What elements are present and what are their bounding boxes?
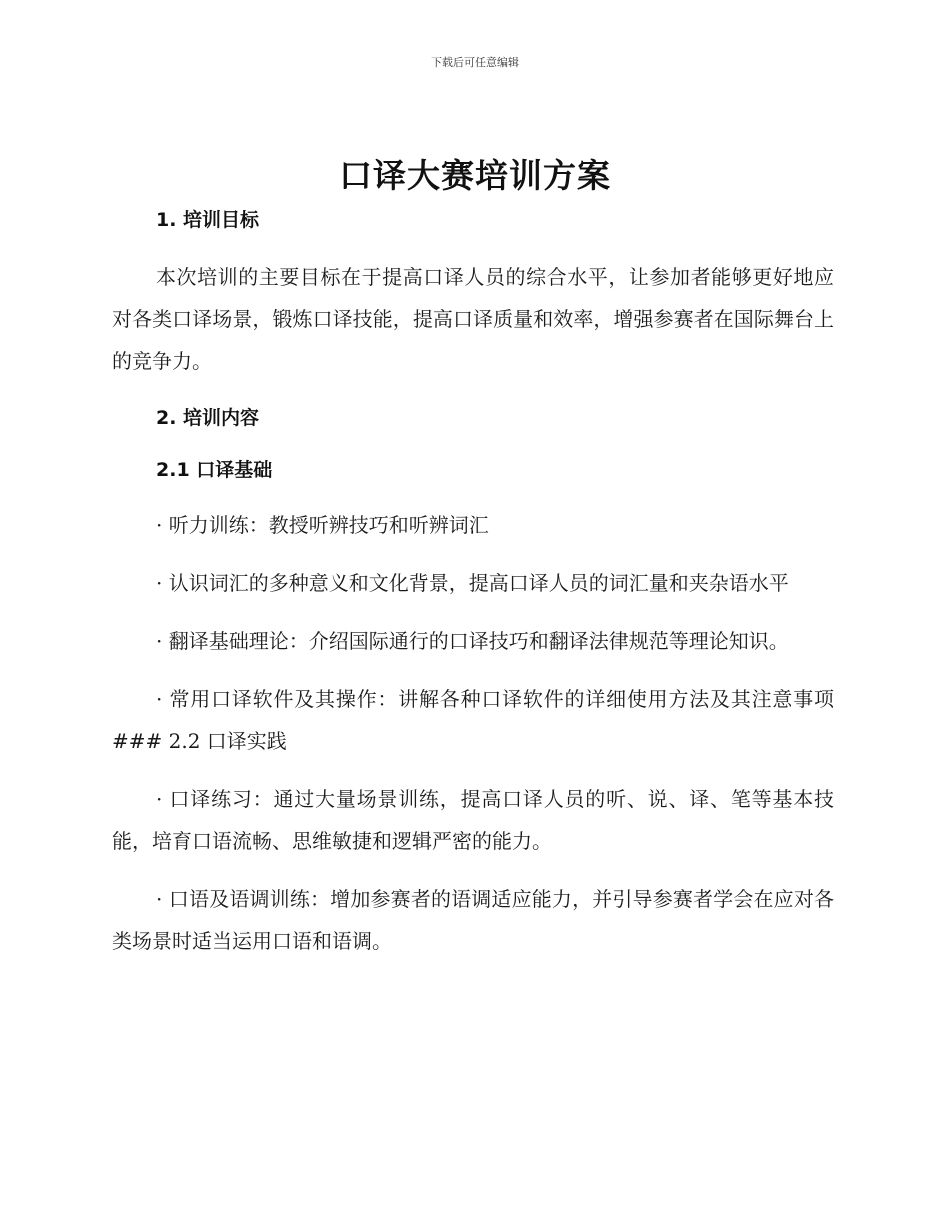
section-heading-training-content: 2. 培训内容 (156, 407, 260, 429)
list-item: · 口译练习：通过大量场景训练，提高口译人员的听、说、译、笔等基本技能，培育口语流畅、思维敏捷和逻辑严密的能力。 (112, 787, 834, 853)
subsection-heading-basics: 2.1 口译基础 (156, 459, 273, 481)
list-item: · 认识词汇的多种意义和文化背景，提高口译人员的词汇量和夹杂语水平 (156, 571, 789, 595)
document-title: 口译大赛培训方案 (339, 156, 611, 195)
training-goal-paragraph: 本次培训的主要目标在于提高口译人员的综合水平，让参加者能够更好地应对各类口译场景，锻炼口译技能，提高口译质量和效率，增强参赛者在国际舞台上的竞争力。 (112, 265, 834, 373)
section-heading-training-goal: 1. 培训目标 (156, 209, 260, 231)
list-item: · 口语及语调训练：增加参赛者的语调适应能力，并引导参赛者学会在应对各类场景时适当运用口语和语调。 (112, 887, 834, 953)
list-item: · 翻译基础理论：介绍国际通行的口译技巧和翻译法律规范等理论知识。 (156, 629, 789, 653)
page-header-note: 下载后可任意编辑 (431, 56, 519, 69)
list-item: · 常用口译软件及其操作：讲解各种口译软件的详细使用方法及其注意事项 ### 2.2 口译实践 (112, 687, 834, 753)
list-item: · 听力训练：教授听辨技巧和听辨词汇 (156, 513, 489, 537)
document-body (112, 202, 834, 962)
